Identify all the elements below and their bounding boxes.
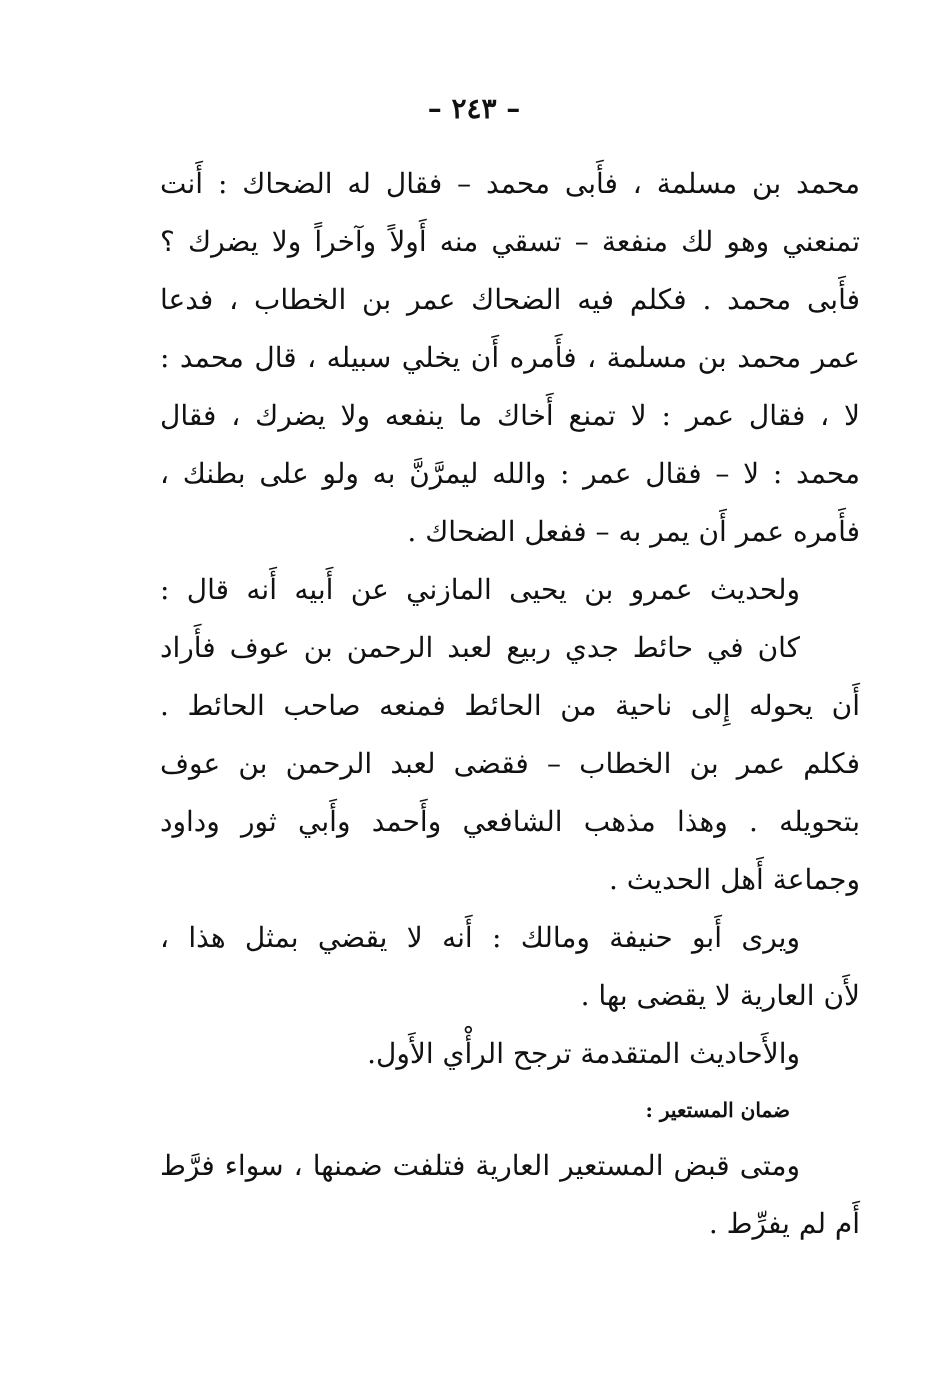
text-line: لأَن العارية لا يقضى بها . [580,979,860,1012]
text-line: أَن يحوله إِلى ناحية من الحائط فمنعه صاحب الحائط . [160,689,861,722]
text-line: فكلم عمر بن الخطاب – فقضى لعبد الرحمن بن عوف [160,747,860,780]
text-line: فأَمره عمر أَن يمر به – ففعل الضحاك . [407,515,860,548]
paragraph-4 [160,1025,860,1083]
section-heading: ضمان المستعير : [645,1098,790,1122]
text-line: ولحديث عمرو بن يحيى المازني عن أَبيه أَنه قال : [160,573,800,606]
text-line: بتحويله . وهذا مذهب الشافعي وأَحمد وأَبي ثور وداود [160,805,860,838]
text-line: لا ، فقال عمر : لا تمنع أَخاك ما ينفعه ولا يضرك ، فقال [160,399,860,432]
text-line: فأَبى محمد . فكلم فيه الضحاك عمر بن الخطاب ، فدعا [160,283,860,316]
paragraph-1 [160,155,860,561]
text-line: والأَحاديث المتقدمة ترجح الرأْي الأَول. [367,1037,800,1070]
page-number: – ٢٤٣ – [427,92,521,125]
paragraph-2 [160,561,860,909]
text-line: عمر محمد بن مسلمة ، فأَمره أَن يخلي سبيله ، قال محمد : [160,341,860,374]
text-line: ومتى قبض المستعير العارية فتلفت ضمنها ، سواء فرَّط [160,1149,800,1182]
text-line: تمنعني وهو لك منفعة – تسقي منه أَولاً وآخراً ولا يضرك ؟ [160,225,860,258]
text-line: كان في حائط جدي ربيع لعبد الرحمن بن عوف فأَراد [160,631,800,664]
text-line: أَم لم يفرِّط . [708,1207,860,1240]
text-line: محمد : لا – فقال عمر : والله ليمرَّنَّ به ولو على بطنك ، [160,457,860,490]
paragraph-5 [160,1137,860,1253]
text-line: محمد بن مسلمة ، فأَبى محمد – فقال له الضحاك : أَنت [160,167,860,200]
text-line: ويرى أَبو حنيفة ومالك : أَنه لا يقضي بمثل هذا ، [160,921,800,954]
paragraph-3 [160,909,860,1025]
text-line: وجماعة أَهل الحديث . [609,863,860,896]
body-text [160,155,860,1253]
